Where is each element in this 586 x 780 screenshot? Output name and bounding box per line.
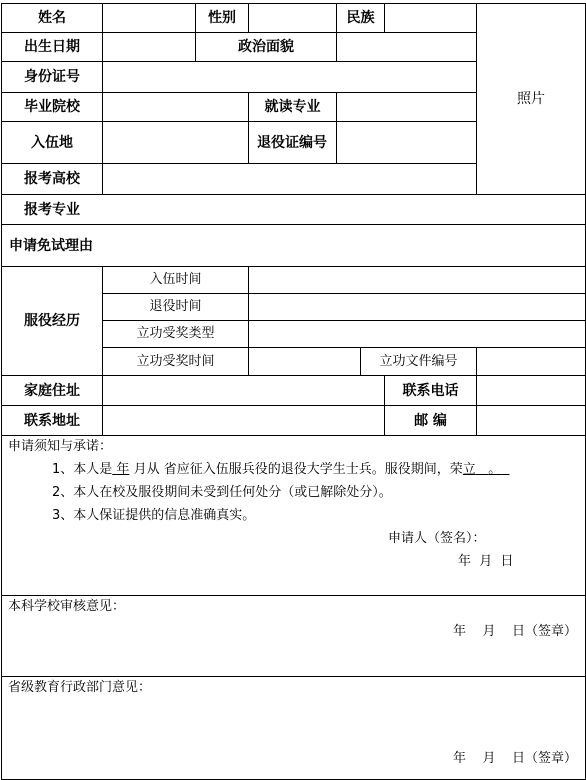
school-review-date-seal: 年 月 日（签章）: [453, 624, 578, 639]
label-ethnicity: 民族: [346, 10, 375, 26]
label-discharge-cert-no: 退役证编号: [257, 134, 327, 151]
label-apply-university: 报考高校: [24, 171, 80, 187]
school-review-heading: 本科学校审核意见：: [8, 599, 126, 614]
label-exemption-reason: 申请免试理由: [9, 237, 93, 254]
applicant-date: 年 月 日: [458, 554, 514, 569]
label-enlist-time: 入伍时间: [149, 272, 202, 287]
label-political-status: 政治面貌: [238, 39, 294, 55]
applicant-signature-label: 申请人（签名）：: [388, 531, 486, 546]
label-phone: 联系电话: [402, 382, 459, 399]
label-enlistment-place: 入伍地: [31, 134, 73, 151]
province-review-date-seal: 年 月 日（签章）: [453, 751, 578, 766]
label-graduated-school: 毕业院校: [24, 99, 80, 115]
province-review-heading: 省级教育行政部门意见：: [8, 680, 152, 695]
label-id-number: 身份证号: [24, 69, 80, 85]
declaration-item-2: 2、本人在校及服役期间未受到任何处分（或已解除处分）。: [52, 485, 392, 500]
label-service-history: 服役经历: [24, 313, 80, 329]
label-award-doc-no: 立功文件编号: [379, 353, 458, 369]
label-discharge-time: 退役时间: [149, 299, 202, 314]
label-award-time: 立功受奖时间: [136, 353, 215, 369]
label-name: 姓名: [38, 10, 66, 26]
label-postcode: 邮 编: [414, 412, 447, 429]
label-birth-date: 出生日期: [24, 39, 80, 55]
photo-placeholder: 照片: [517, 91, 545, 107]
declaration-item-1: 1、本人是 年 月从 省应征入伍服兵役的退役大学生士兵。服役期间，荣立 。: [52, 462, 502, 477]
declaration-heading: 申请须知与承诺：: [8, 439, 113, 454]
label-apply-major: 报考专业: [24, 201, 80, 218]
label-award-type: 立功受奖类型: [136, 326, 215, 341]
label-major-studied: 就读专业: [264, 99, 321, 115]
declaration-item-3: 3、本人保证提供的信息准确真实。: [52, 508, 256, 523]
label-gender: 性别: [208, 10, 236, 26]
label-home-address: 家庭住址: [24, 382, 80, 399]
label-contact-address: 联系地址: [24, 412, 80, 429]
